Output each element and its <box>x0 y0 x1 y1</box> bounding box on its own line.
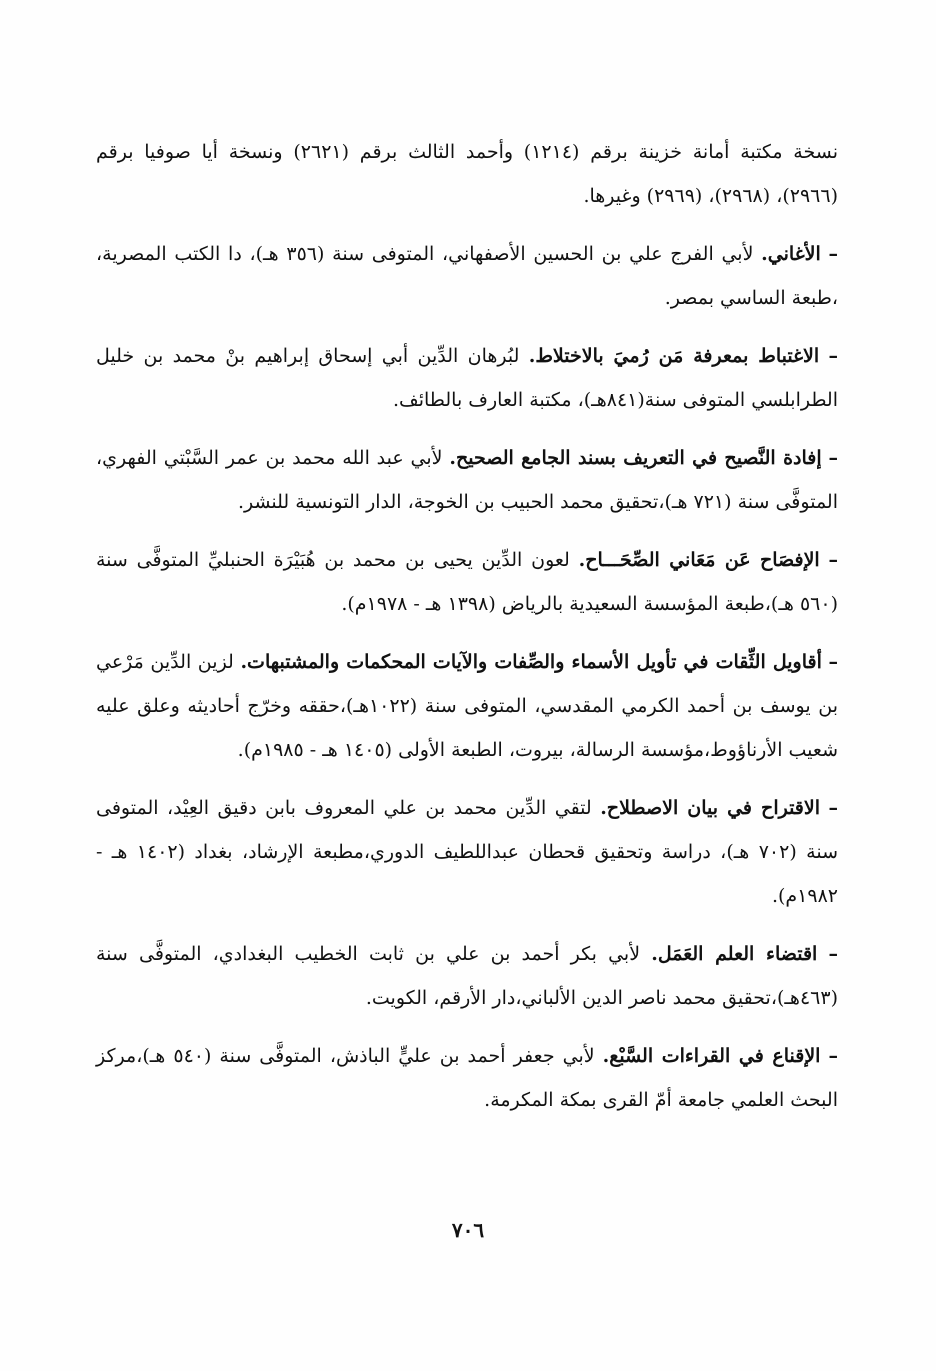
entry-text: لتقي الدِّين محمد بن علي المعروف بابن دقيق العِيْد، المتوفى سنة (٧٠٢ هـ)، دراسة وتحقيق قحطان عبداللطيف الدوري،مطبعة الإرشاد، بغداد (١٤٠٢ هـ - ١٩٨٢م). <box>96 797 838 907</box>
page-number: ٧٠٦ <box>451 1218 485 1242</box>
continuation-paragraph <box>96 130 838 218</box>
entry-text: لأبي بكر أحمد بن علي بن ثابت الخطيب البغدادي، المتوفَّى سنة (٤٦٣هـ)،تحقيق محمد ناصر الدين الألباني،دار الأرقم، الكويت. <box>96 943 838 1009</box>
bibliography-entry <box>96 640 838 772</box>
bibliography-entry <box>96 232 838 320</box>
entry-dash: – <box>828 651 838 673</box>
entry-text: لبُرهان الدِّين أبي إسحاق إبراهيم بنْ محمد بن خليل الطرابلسي المتوفى سنة(٨٤١هـ)، مكتبة العارف بالطائف. <box>96 345 838 411</box>
continuation-text: نسخة مكتبة أمانة خزينة برقم (١٢١٤) وأحمد الثالث برقم (٢٦٢١) ونسخة أيا صوفيا برقم (٢٩٦٦)، (٢٩٦٨)، (٢٩٦٩) وغيرها. <box>96 141 838 207</box>
entry-dash: – <box>828 1045 838 1067</box>
entry-dash: – <box>828 243 839 265</box>
entry-title: أقاويل الثِّقات في تأويل الأسماء والصِّفات والآيات المحكمات والمشتبهات. <box>240 651 822 673</box>
entry-text: لزين الدِّين مَرْعي بن يوسف بن أحمد الكرمي المقدسي، المتوفى سنة (١٠٢٢هـ)،حققه وخرّج أحاديثه وعلق عليه شعيب الأرناؤوط،مؤسسة الرسالة، بيروت، الطبعة الأولى (١٤٠٥ هـ - ١٩٨٥م). <box>96 651 838 761</box>
entry-title: الإقناع في القراءات السَّبْع. <box>602 1045 821 1067</box>
entry-title: الأغاني. <box>761 243 821 265</box>
entry-dash: – <box>828 797 838 819</box>
bibliography-entry <box>96 334 838 422</box>
entry-text: لأبي الفرج علي بن الحسين الأصفهاني، المتوفى سنة (٣٥٦ هـ)، دا الكتب المصرية، ،طبعة الساسي بمصر. <box>96 243 838 309</box>
entry-dash: – <box>828 447 838 469</box>
bibliography-list <box>96 130 838 1122</box>
bibliography-entry <box>96 1034 838 1122</box>
entry-dash: – <box>828 549 839 571</box>
entry-title: إفادة النَّصيح في التعريف بسند الجامع الصحيح. <box>449 447 822 469</box>
entry-text: لعون الدِّين يحيى بن محمد بن هُبَيْرَة الحنبليِّ المتوفَّى سنة (٥٦٠ هـ)،طبعة المؤسسة السعيدية بالرياض (١٣٩٨ هـ - ١٩٧٨م). <box>96 549 838 615</box>
entry-title: اقتضاء العلم العَمَل. <box>651 943 818 965</box>
entry-text: لأبي جعفر أحمد بن عليٍّ الباذش، المتوفَّى سنة (٥٤٠ هـ)،مركز البحث العلمي جامعة أمّ القرى بمكة المكرمة. <box>96 1045 838 1111</box>
entry-dash: – <box>828 943 838 965</box>
entry-title: الاغتباط بمعرفة مَن رُميَ بالاختلاط. <box>528 345 820 367</box>
bibliography-entry <box>96 436 838 524</box>
entry-text: لأبي عبد الله محمد بن عمر السَّبْتي الفهري، المتوفَّى سنة (٧٢١ هـ)،تحقيق محمد الحبيب بن الخوجة، الدار التونسية للنشر. <box>96 447 838 513</box>
entry-dash: – <box>828 345 839 367</box>
entry-title: الإفصَاح عَن مَعَاني الصِّحَـــاح. <box>578 549 820 571</box>
bibliography-entry <box>96 932 838 1020</box>
bibliography-entry <box>96 786 838 918</box>
bibliography-entry <box>96 538 838 626</box>
entry-title: الاقتراح في بيان الاصطلاح. <box>600 797 821 819</box>
